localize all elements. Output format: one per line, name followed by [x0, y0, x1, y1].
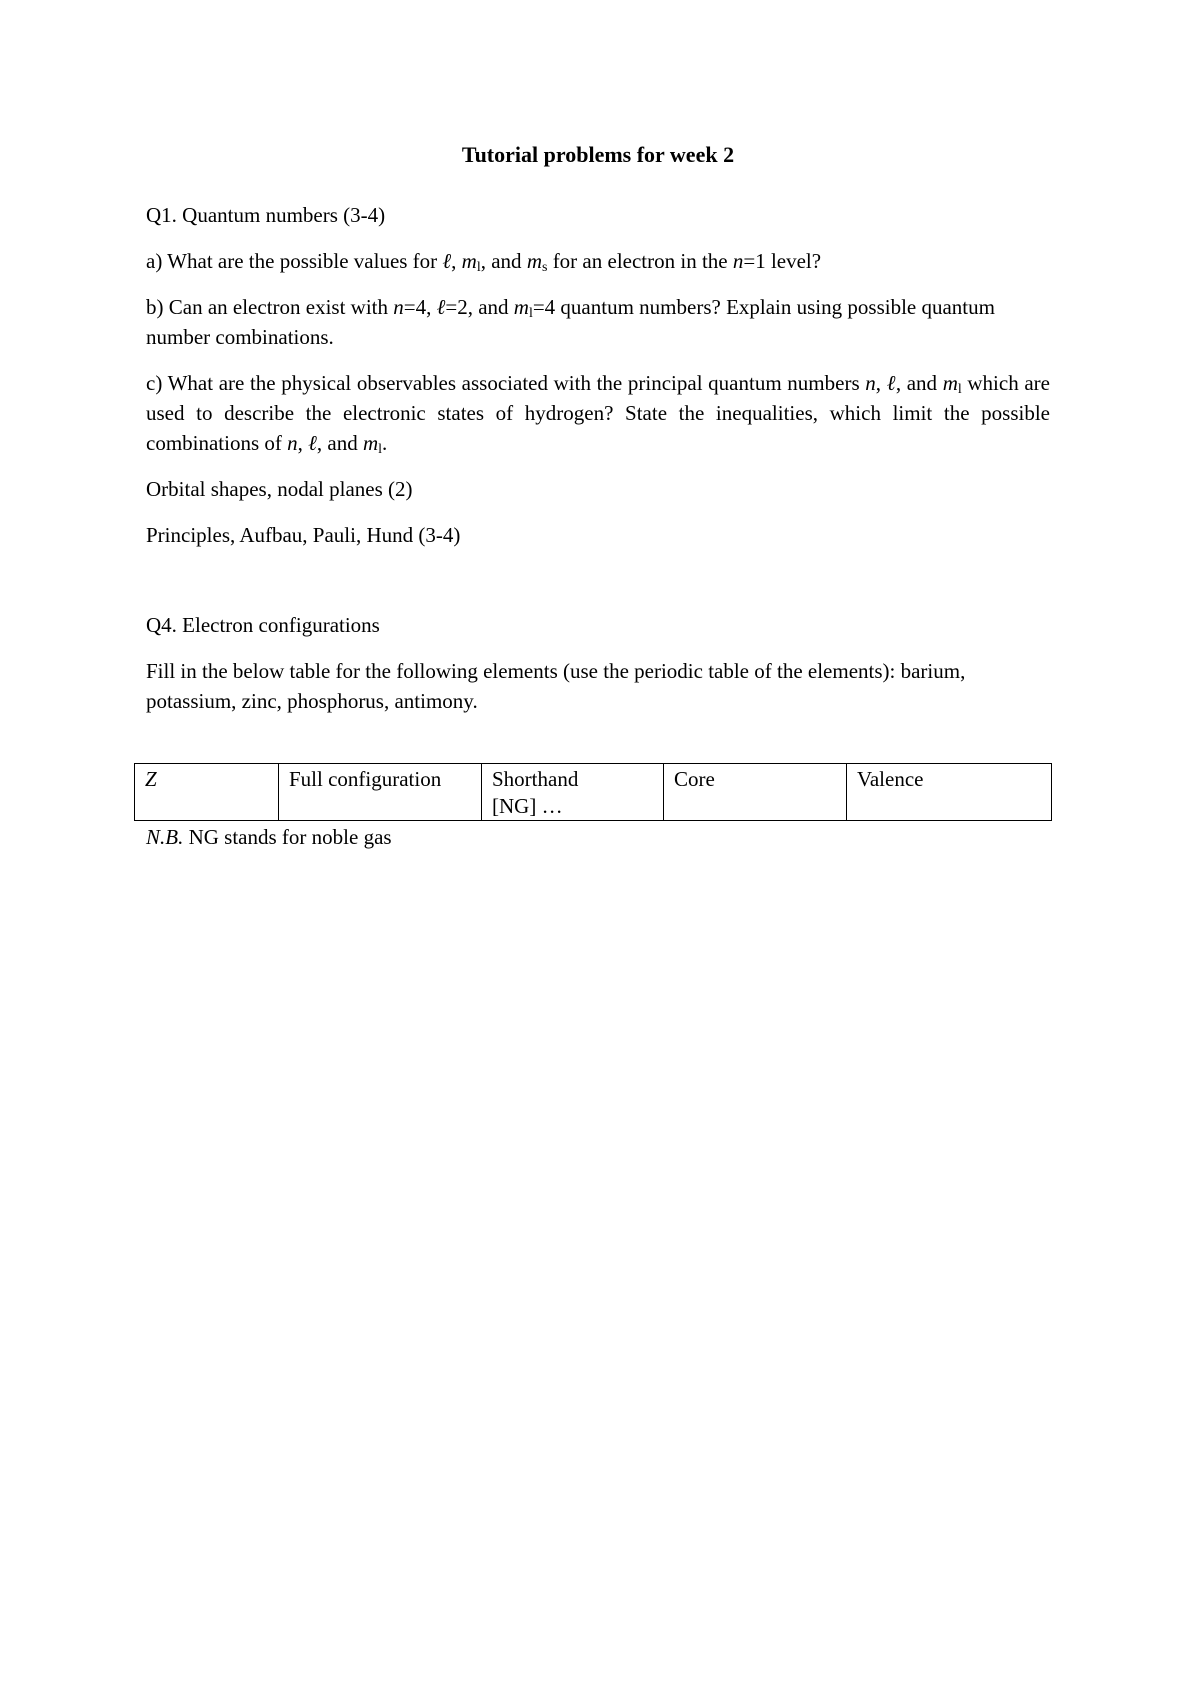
page-title: Tutorial problems for week 2	[461, 142, 735, 167]
col-valence: Valence	[847, 764, 1052, 821]
q1-part-c: c) What are the physical observables associated with the principal quantum numbers n, ℓ, and $m_l$ which are used to describe the electronic states of hydrogen? State the inequalities, which limit the possible combinations of n, ℓ, and $m_l$.	[146, 371, 1050, 457]
col-z: Z	[135, 764, 279, 821]
col-core: Core	[664, 764, 847, 821]
document-body	[146, 140, 1050, 716]
q4-heading: Q4. Electron configurations	[146, 613, 380, 637]
principles-heading: Principles, Aufbau, Pauli, Hund (3-4)	[146, 523, 461, 547]
electron-config-table	[134, 763, 1052, 821]
col-shorthand: Shorthand [NG] …	[482, 764, 664, 821]
q1-part-b: b) Can an electron exist with n=4, ℓ=2, and $m_l=4$ quantum numbers? Explain using possible quantum number combinations.	[146, 295, 995, 349]
q4-instructions: Fill in the below table for the following elements (use the periodic table of the elements): barium, potassium, zinc, phosphorus, antimony.	[146, 659, 966, 713]
table-header-row	[135, 764, 1052, 821]
col-full-configuration: Full configuration	[279, 764, 482, 821]
orbital-shapes-heading: Orbital shapes, nodal planes (2)	[146, 477, 413, 501]
q1-heading: Q1. Quantum numbers (3-4)	[146, 203, 386, 227]
table-footnote: N.B. NG stands for noble gas	[146, 825, 392, 849]
q1-part-a: a) What are the possible values for ℓ, $m_l$, and $m_s$ for an electron in the n=1 level?	[146, 249, 822, 275]
